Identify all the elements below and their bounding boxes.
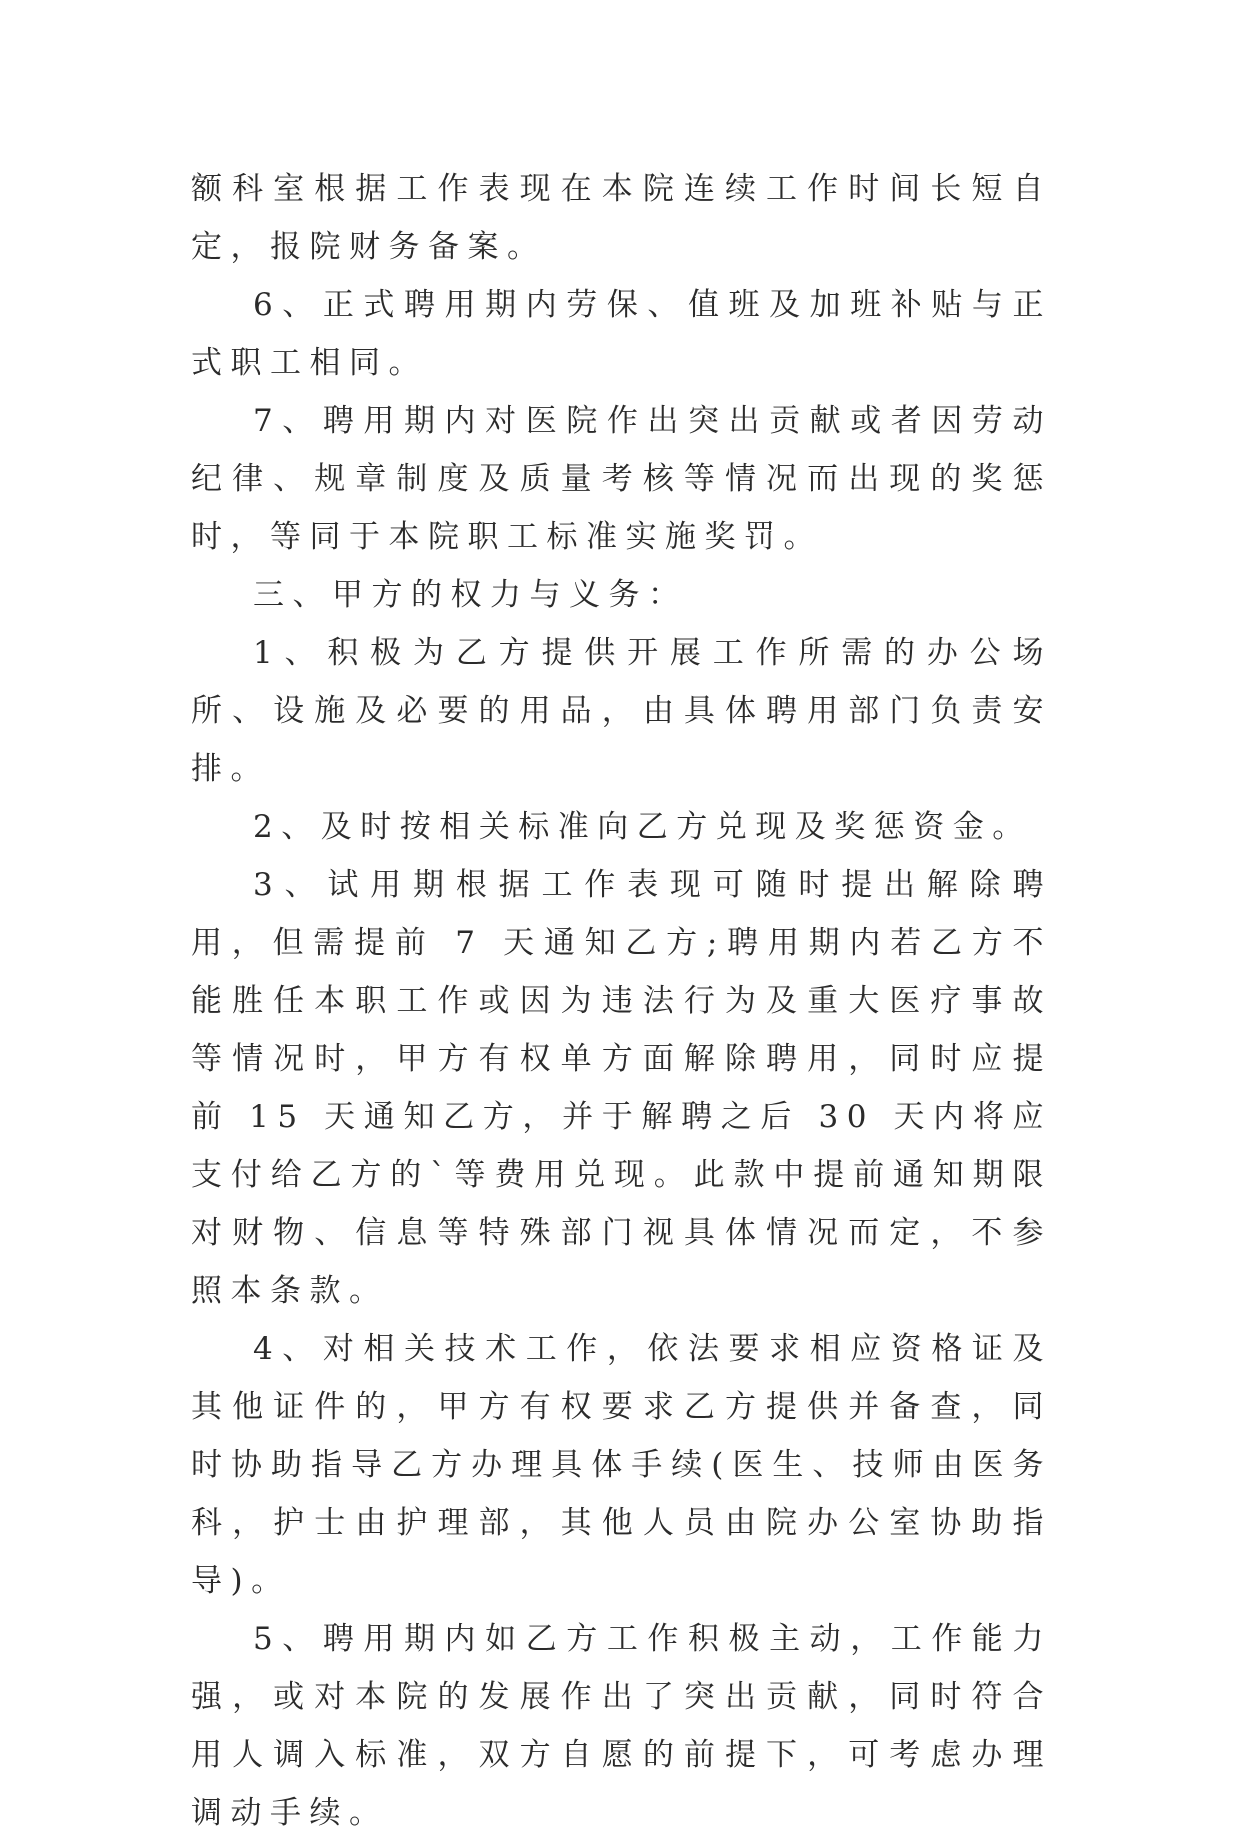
paragraph-item-1: 1、积极为乙方提供开展工作所需的办公场所、设施及必要的用品，由具体聘用部门负责安排。 [191, 635, 1052, 787]
section-heading-3: 三、甲方的权力与义务： [253, 577, 688, 613]
paragraph-item-7: 7、聘用期内对医院作出突出贡献或者因劳动纪律、规章制度及质量考核等情况而出现的奖惩时，等同于本院职工标准实施奖罚。 [191, 403, 1052, 555]
document-page [191, 160, 1052, 1842]
paragraph-item-2: 2、及时按相关标准向乙方兑现及奖惩资金。 [253, 809, 1032, 845]
paragraph-item-3: 3、试用期根据工作表现可随时提出解除聘用，但需提前 7 天通知乙方;聘用期内若乙方不能胜任本职工作或因为违法行为及重大医疗事故等情况时，甲方有权单方面解除聘用，同时应提前 15 天通知乙方，并于解聘之后 30 天内将应支付给乙方的`等费用兑现。此款中提前通知期限对财物、信息等特殊部门视具体情况而定，不参照本条款。 [191, 867, 1052, 1309]
paragraph-item-5: 5、聘用期内如乙方工作积极主动，工作能力强，或对本院的发展作出了突出贡献，同时符合用人调入标准，双方自愿的前提下，可考虑办理调动手续。 [191, 1621, 1052, 1831]
paragraph-item-6: 6、正式聘用期内劳保、值班及加班补贴与正式职工相同。 [191, 287, 1052, 381]
paragraph-1: 额科室根据工作表现在本院连续工作时间长短自定，报院财务备案。 [191, 171, 1052, 265]
paragraph-item-4: 4、对相关技术工作，依法要求相应资格证及其他证件的，甲方有权要求乙方提供并备查，同时协助指导乙方办理具体手续(医生、技师由医务科，护士由护理部，其他人员由院办公室协助指导)。 [191, 1331, 1052, 1599]
